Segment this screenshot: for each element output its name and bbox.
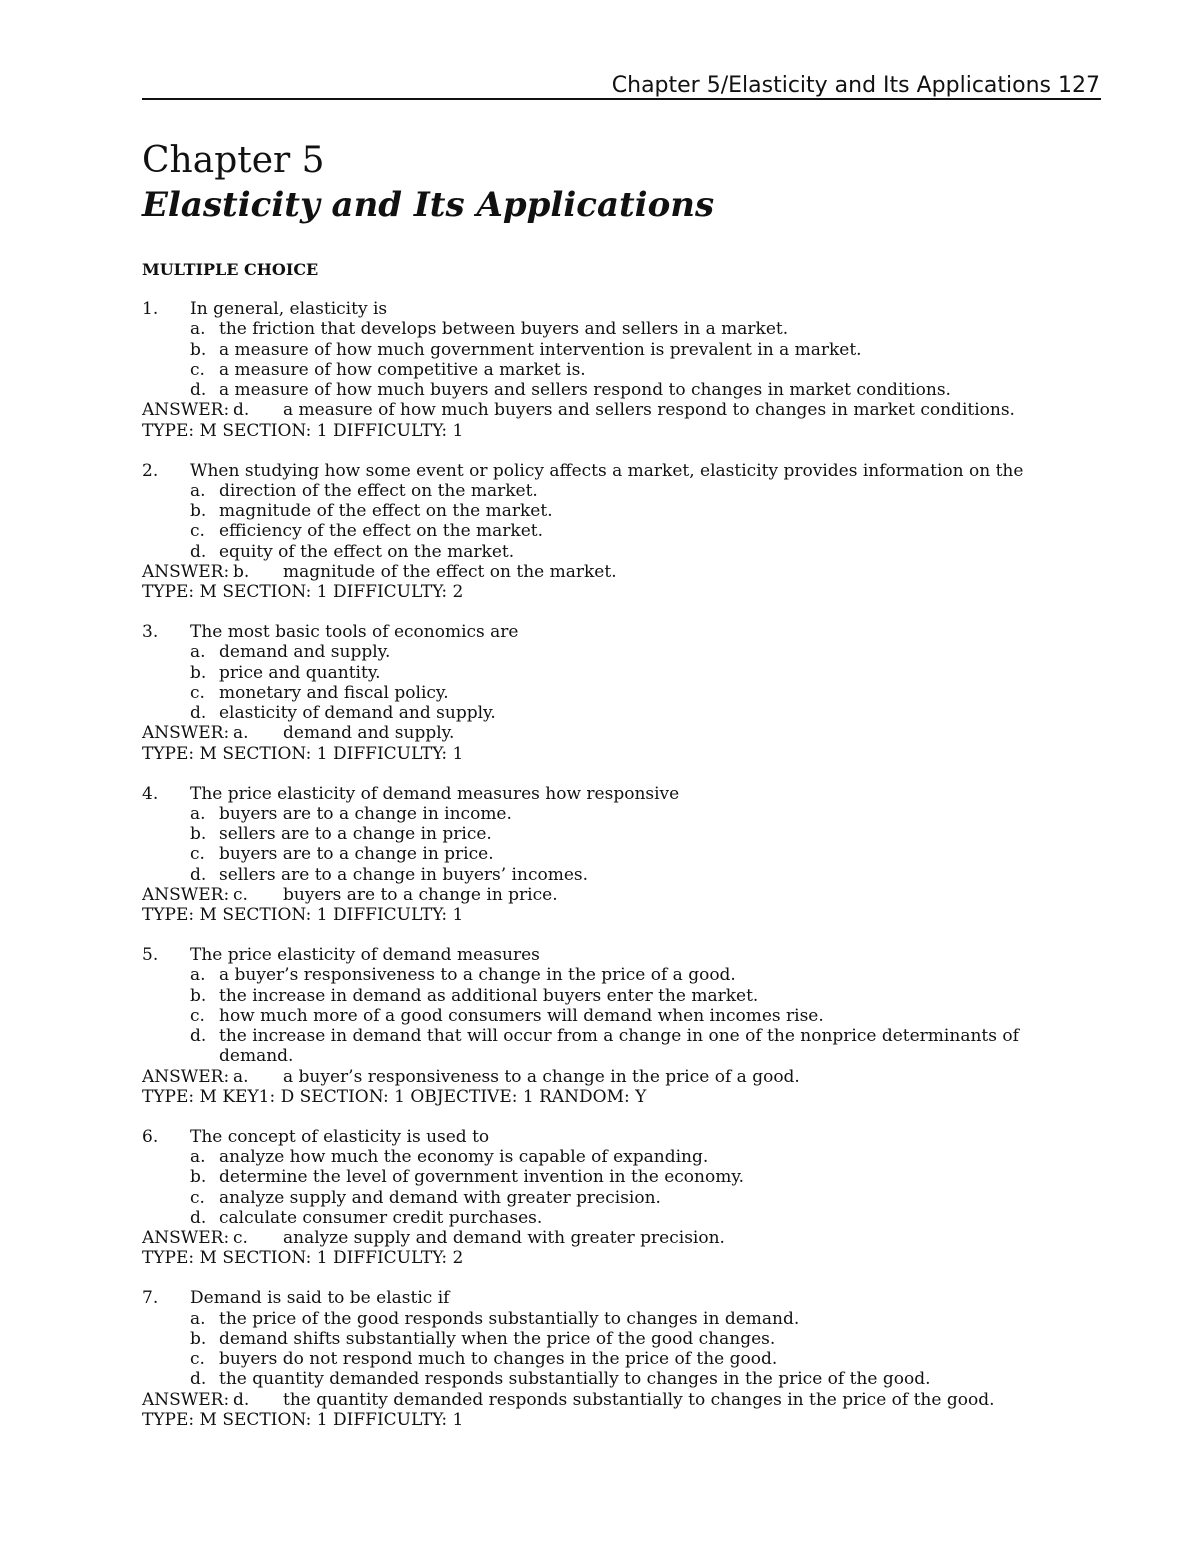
question-number: 7. — [142, 1288, 159, 1309]
option-letter: d. — [190, 864, 207, 885]
option-text: a measure of how much government intervention is prevalent in a market. — [219, 339, 862, 360]
answer-text: a buyer’s responsiveness to a change in the price of a good. — [283, 1066, 800, 1087]
answer-label: ANSWER: — [142, 561, 230, 582]
option-text: buyers are to a change in income. — [219, 803, 512, 824]
question-metadata: TYPE: M SECTION: 1 DIFFICULTY: 1 — [142, 905, 464, 925]
option-letter: b. — [190, 1328, 207, 1349]
answer-letter: c. — [233, 1228, 248, 1248]
option-letter: d. — [190, 1026, 207, 1046]
running-head: Chapter 5/Elasticity and Its Applications 127 — [611, 73, 1100, 98]
option-letter: a. — [190, 1147, 206, 1167]
option-letter: c. — [190, 359, 205, 380]
question-stem: The price elasticity of demand measures — [190, 945, 540, 965]
option-letter: b. — [190, 501, 207, 521]
answer-text: buyers are to a change in price. — [283, 884, 558, 905]
option-text: determine the level of government invention in the economy. — [219, 1167, 745, 1188]
option-letter: b. — [190, 1167, 207, 1188]
option-text: elasticity of demand and supply. — [219, 703, 496, 723]
section-title: MULTIPLE CHOICE — [142, 260, 319, 279]
question-number: 1. — [142, 299, 159, 319]
option-text: magnitude of the effect on the market. — [219, 501, 553, 521]
option-text: a measure of how much buyers and sellers respond to changes in market conditions. — [219, 380, 951, 400]
answer-label: ANSWER: — [142, 1228, 230, 1248]
answer-letter: d. — [233, 400, 250, 421]
option-text: buyers are to a change in price. — [219, 844, 494, 865]
answer-text: demand and supply. — [283, 723, 455, 744]
option-letter: c. — [190, 682, 205, 703]
option-text: the price of the good responds substantially to changes in demand. — [219, 1308, 800, 1329]
option-text: price and quantity. — [219, 662, 381, 683]
option-text: demand. — [219, 1046, 294, 1067]
question-metadata: TYPE: M SECTION: 1 DIFFICULTY: 1 — [142, 420, 464, 441]
option-text: how much more of a good consumers will demand when incomes rise. — [219, 1005, 824, 1026]
option-letter: a. — [190, 965, 206, 986]
question-stem: Demand is said to be elastic if — [190, 1288, 450, 1309]
option-text: a buyer’s responsiveness to a change in the price of a good. — [219, 965, 736, 986]
option-text: the friction that develops between buyers and sellers in a market. — [219, 319, 789, 340]
answer-label: ANSWER: — [142, 884, 230, 905]
question-stem: The concept of elasticity is used to — [190, 1126, 490, 1147]
question-number: 3. — [142, 622, 159, 642]
answer-text: a measure of how much buyers and sellers respond to changes in market conditions. — [283, 400, 1015, 421]
option-text: analyze how much the economy is capable of expanding. — [219, 1147, 709, 1167]
question-metadata: TYPE: M SECTION: 1 DIFFICULTY: 1 — [142, 743, 464, 764]
option-text: sellers are to a change in buyers’ incomes. — [219, 864, 589, 885]
option-letter: d. — [190, 380, 207, 400]
option-letter: c. — [190, 844, 205, 865]
option-letter: a. — [190, 319, 206, 340]
option-text: the increase in demand that will occur from a change in one of the nonprice determinants of — [219, 1026, 1019, 1046]
answer-label: ANSWER: — [142, 723, 230, 744]
option-letter: b. — [190, 339, 207, 360]
option-letter: a. — [190, 642, 206, 663]
option-text: sellers are to a change in price. — [219, 824, 492, 844]
option-letter: b. — [190, 824, 207, 844]
option-letter: c. — [190, 1187, 205, 1208]
option-letter: a. — [190, 803, 206, 824]
option-text: efficiency of the effect on the market. — [219, 521, 544, 542]
option-text: equity of the effect on the market. — [219, 541, 515, 562]
option-letter: d. — [190, 541, 207, 562]
option-text: analyze supply and demand with greater precision. — [219, 1187, 661, 1208]
option-letter: b. — [190, 985, 207, 1006]
answer-label: ANSWER: — [142, 1389, 230, 1410]
option-letter: c. — [190, 1005, 205, 1026]
answer-letter: a. — [233, 723, 249, 744]
answer-letter: b. — [233, 561, 250, 582]
question-number: 6. — [142, 1126, 159, 1147]
answer-text: magnitude of the effect on the market. — [283, 561, 617, 582]
option-text: the increase in demand as additional buyers enter the market. — [219, 985, 759, 1006]
option-letter: d. — [190, 1207, 207, 1228]
option-text: monetary and fiscal policy. — [219, 682, 449, 703]
question-number: 5. — [142, 945, 159, 965]
option-letter: d. — [190, 1369, 207, 1390]
option-letter: b. — [190, 662, 207, 683]
option-letter: c. — [190, 521, 205, 542]
answer-text: analyze supply and demand with greater precision. — [283, 1228, 725, 1248]
option-letter: c. — [190, 1349, 205, 1369]
question-metadata: TYPE: M SECTION: 1 DIFFICULTY: 2 — [142, 582, 464, 602]
question-stem: In general, elasticity is — [190, 299, 388, 319]
option-text: buyers do not respond much to changes in the price of the good. — [219, 1349, 778, 1369]
question-number: 2. — [142, 460, 159, 481]
answer-letter: c. — [233, 884, 248, 905]
option-text: a measure of how competitive a market is. — [219, 359, 586, 380]
answer-text: the quantity demanded responds substantially to changes in the price of the good. — [283, 1389, 995, 1410]
chapter-title: Elasticity and Its Applications — [142, 185, 715, 225]
option-text: demand shifts substantially when the price of the good changes. — [219, 1328, 776, 1349]
question-number: 4. — [142, 783, 159, 804]
answer-letter: d. — [233, 1389, 250, 1410]
option-text: the quantity demanded responds substantially to changes in the price of the good. — [219, 1369, 931, 1390]
option-letter: d. — [190, 703, 207, 723]
question-metadata: TYPE: M SECTION: 1 DIFFICULTY: 1 — [142, 1409, 464, 1430]
question-stem: The price elasticity of demand measures how responsive — [190, 783, 680, 804]
answer-letter: a. — [233, 1066, 249, 1087]
option-letter: a. — [190, 480, 206, 501]
question-stem: The most basic tools of economics are — [190, 622, 519, 642]
question-stem: When studying how some event or policy affects a market, elasticity provides information on the — [190, 460, 1024, 481]
answer-label: ANSWER: — [142, 400, 230, 421]
question-metadata: TYPE: M SECTION: 1 DIFFICULTY: 2 — [142, 1248, 464, 1269]
option-letter: a. — [190, 1308, 206, 1329]
chapter-label: Chapter 5 — [142, 140, 325, 181]
option-text: calculate consumer credit purchases. — [219, 1207, 543, 1228]
option-text: direction of the effect on the market. — [219, 480, 538, 501]
question-metadata: TYPE: M KEY1: D SECTION: 1 OBJECTIVE: 1 RANDOM: Y — [142, 1086, 647, 1107]
option-text: demand and supply. — [219, 642, 391, 663]
answer-label: ANSWER: — [142, 1066, 230, 1087]
